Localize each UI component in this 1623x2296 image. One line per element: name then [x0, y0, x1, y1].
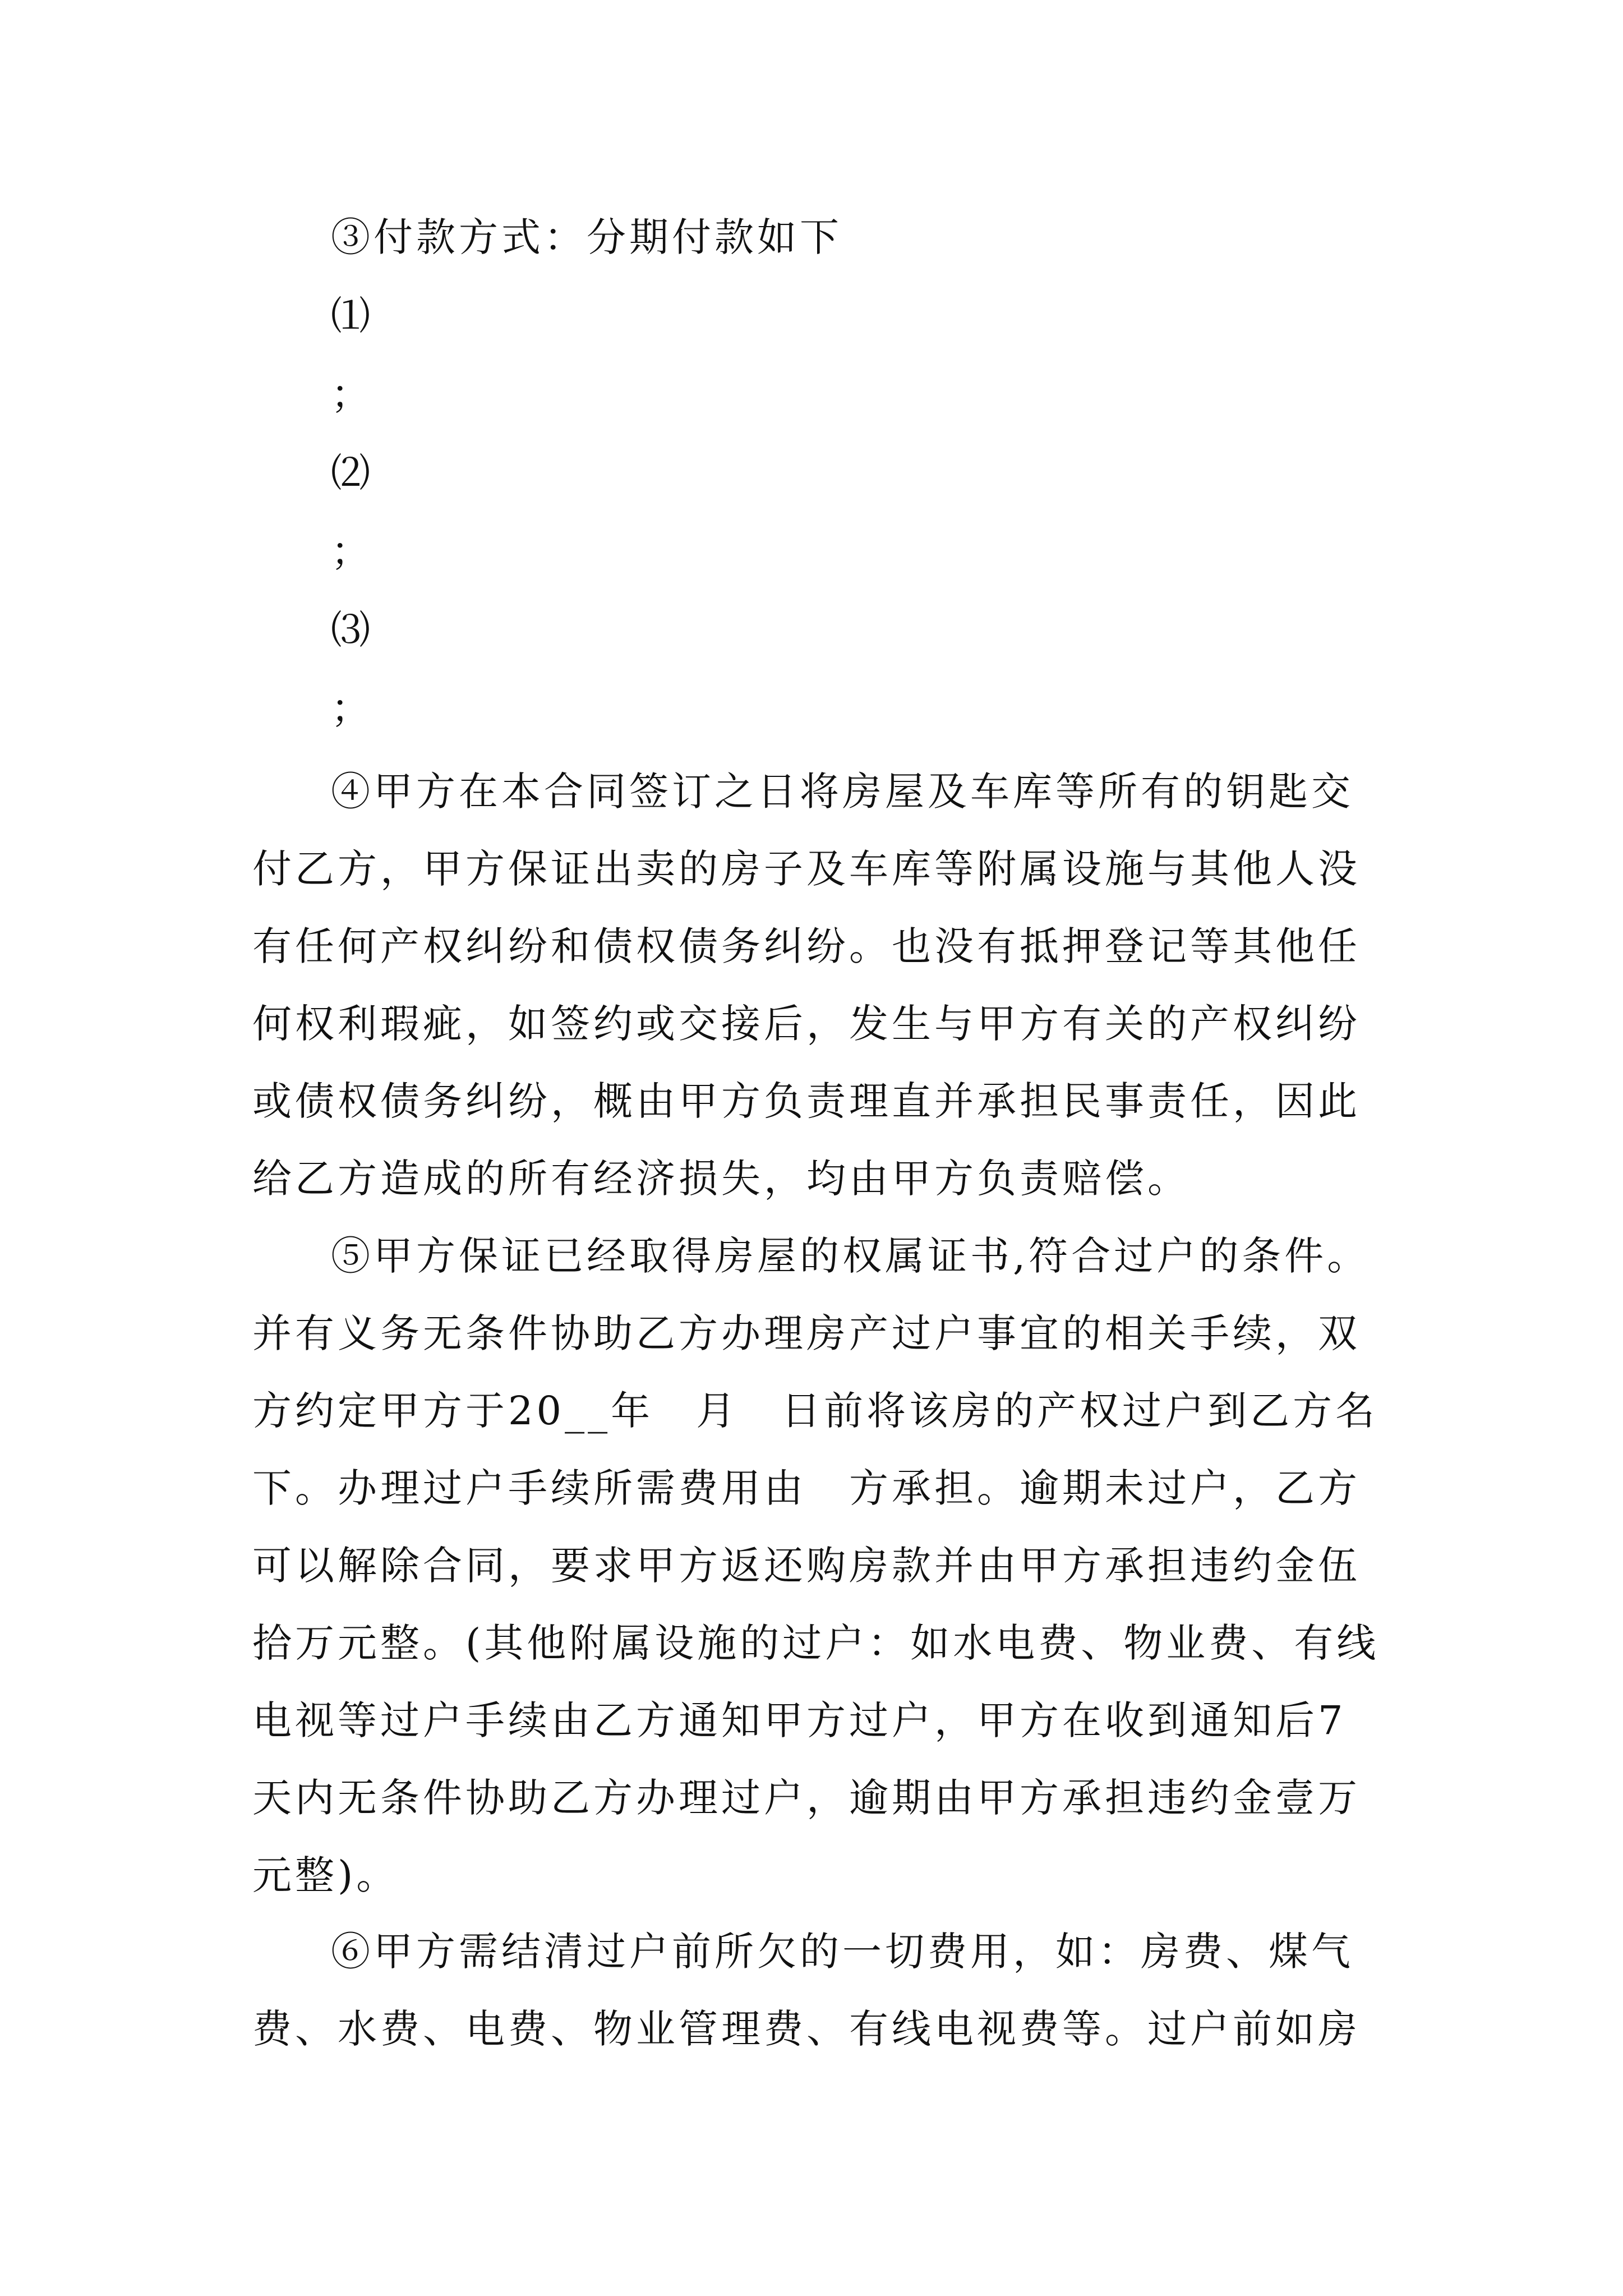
installment-separator-1: ； [331, 371, 374, 417]
clause-4-text: ④甲方在本合同签订之日将房屋及车库等所有的钥匙交付乙方，甲方保证出卖的房子及车库等附属设施与其他人没有任何产权纠纷和债权债务纠纷。也没有抵押登记等其他任何权利瑕疵，如签约或交接后，发生与甲方有关的产权纠纷或债权债务纠纷，概由甲方负责理直并承担民事责任，因此给乙方造成的所有经济损失，均由甲方负责赔偿。 [252, 769, 1361, 1202]
clause-5-text: ⑤甲方保证已经取得房屋的权属证书,符合过户的条件。并有义务无条件协助乙方办理房产过户事宜的相关手续，双方约定甲方于20__年 月 日前将该房的产权过户到乙方名下。办理过户手续所需费用由 方承担。逾期未过户，乙方可以解除合同，要求甲方返还购房款并由甲方承担违约金伍拾万元整。(其他附属设施的过户：如水电费、物业费、有线电视等过户手续由乙方通知甲方过户，甲方在收到通知后7天内无条件协助乙方办理过户，逾期由甲方承担违约金壹万元整)。 [252, 1233, 1380, 1898]
clause-6-paragraph [252, 1913, 1380, 2068]
installment-item-3: ⑶ [331, 607, 374, 653]
clause-6-text: ⑥甲方需结清过户前所欠的一切费用，如：房费、煤气费、水费、电费、物业管理费、有线电视费等。过户前如房 [252, 1929, 1361, 2052]
clause-5-paragraph [252, 1217, 1380, 1914]
installment-item-1: ⑴ [331, 293, 374, 339]
clause-4-paragraph [252, 753, 1380, 1217]
payment-method-line: ③付款方式：分期付款如下 [331, 214, 842, 260]
installment-item-2: ⑵ [331, 450, 374, 496]
installment-separator-3: ； [331, 685, 374, 731]
installment-separator-2: ； [331, 528, 374, 574]
